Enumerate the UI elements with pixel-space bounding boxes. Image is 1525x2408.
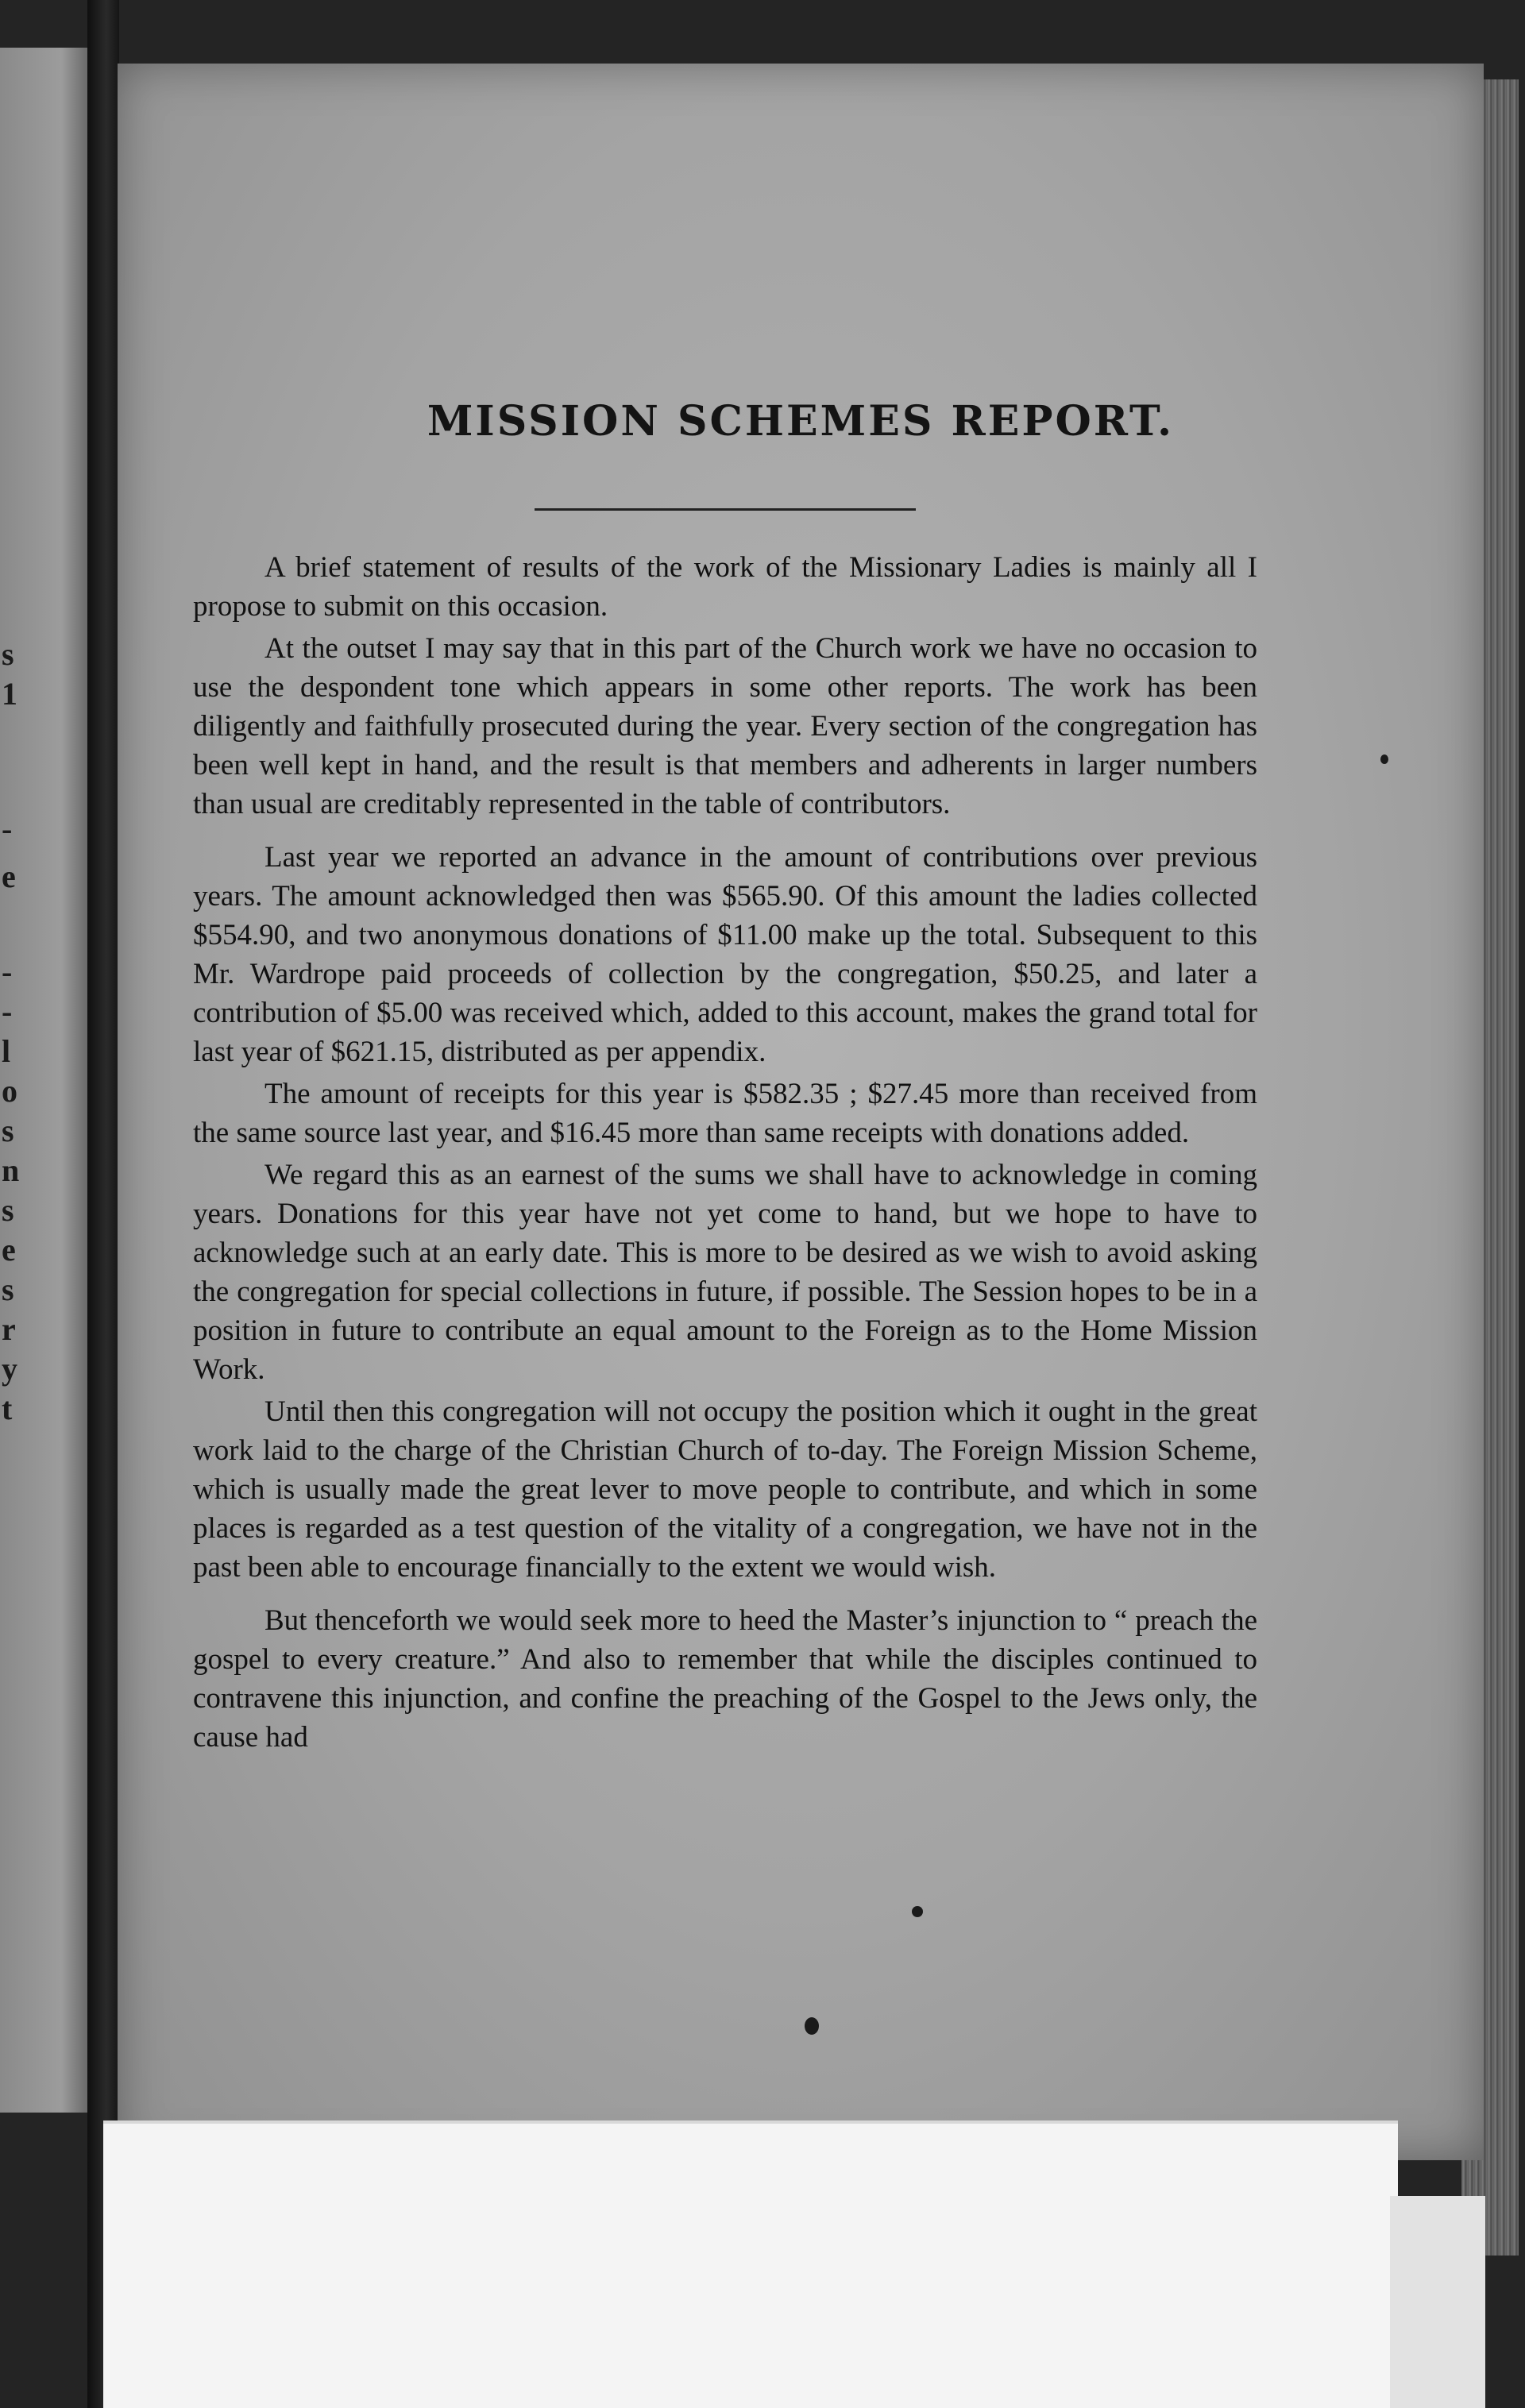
facing-page-letter: r [2,1311,16,1347]
ink-spot [1380,754,1388,764]
paragraph: We regard this as an earnest of the sums we shall have to acknowledge in coming years. Donations for this year have not yet come to hand, but we hope to have to acknowledge such at an early date. This is more to be desired as we wish to avoid asking the congregation for special collections in future, if possible. The Session hopes to be in a position in future to contribute an equal amount to the Foreign as to the Home Mission Work. [193,1159,1257,1386]
facing-page-letter: s [2,1192,14,1228]
facing-page-letter: l [2,1033,11,1069]
facing-page-letter: e [2,859,16,894]
facing-page-letter: s [2,1113,14,1148]
facing-page-letter: - [2,994,13,1029]
facing-page-letter: n [2,1152,20,1188]
paper-sheet [1390,2196,1485,2408]
ink-spot [912,1906,923,1917]
paragraph: A brief statement of results of the work of the Missionary Ladies is mainly all I propose to submit on this occasion. [193,551,1257,623]
facing-page-edge [0,48,87,2113]
facing-page-letter: - [2,811,13,847]
ink-spot [805,2017,819,2035]
paragraph: At the outset I may say that in this part of the Church work we have no occasion to use the despondent tone which appears in some other reports. The work has been diligently and faithfully prosecuted during the year. Every section of the congregation has been well kept in hand, and the result is that members and adherents in larger numbers than usual are creditably represented in the table of contributors. [193,632,1257,820]
facing-page-letter: y [2,1351,17,1387]
facing-page-letter: s [2,1272,14,1307]
facing-page-letter: s [2,636,14,672]
book-gutter [87,0,119,2408]
paragraph: But thenceforth we would seek more to heed the Master’s injunction to “ preach the gospel to every creature.” And also to remember that while the disciples continued to contravene this injunction, and confine the preaching of the Gospel to the Jews only, the cause had [193,1604,1257,1754]
paragraph: Last year we reported an advance in the amount of contributions over previous years. The amount acknowledged then was $565.90. Of this amount the ladies collected $554.90, and two anonymous donations of $11.00 make up the total. Subsequent to this Mr. Wardrope paid proceeds of collection by the congregation, $50.25, and later a contribution of $5.00 was received which, added to this account, makes the grand total for last year of $621.15, distributed as per appendix. [193,841,1257,1068]
report-body [193,548,1257,1757]
facing-page-letter: e [2,1232,16,1268]
paragraph: The amount of receipts for this year is $582.35 ; $27.45 more than received from the same source last year, and $16.45 more than same receipts with donations added. [193,1078,1257,1149]
page-title: MISSION SCHEMES REPORT. [427,397,1175,446]
title-divider [535,508,916,511]
paragraph: Until then this congregation will not occupy the position which it ought in the great work laid to the charge of the Christian Church of to-day. The Foreign Mission Scheme, which is usually made the great lever to move people to contribute, and which in some places is regarded as a test question of the vitality of a congregation, we have not in the past been able to encourage financially to the extent we would wish. [193,1395,1257,1584]
facing-page-letter: t [2,1391,13,1426]
paper-sheet [103,2121,1398,2408]
facing-page-letter: 1 [2,676,17,712]
document-page [118,64,1484,2160]
facing-page-letter: o [2,1073,17,1109]
facing-page-letter: - [2,954,13,990]
